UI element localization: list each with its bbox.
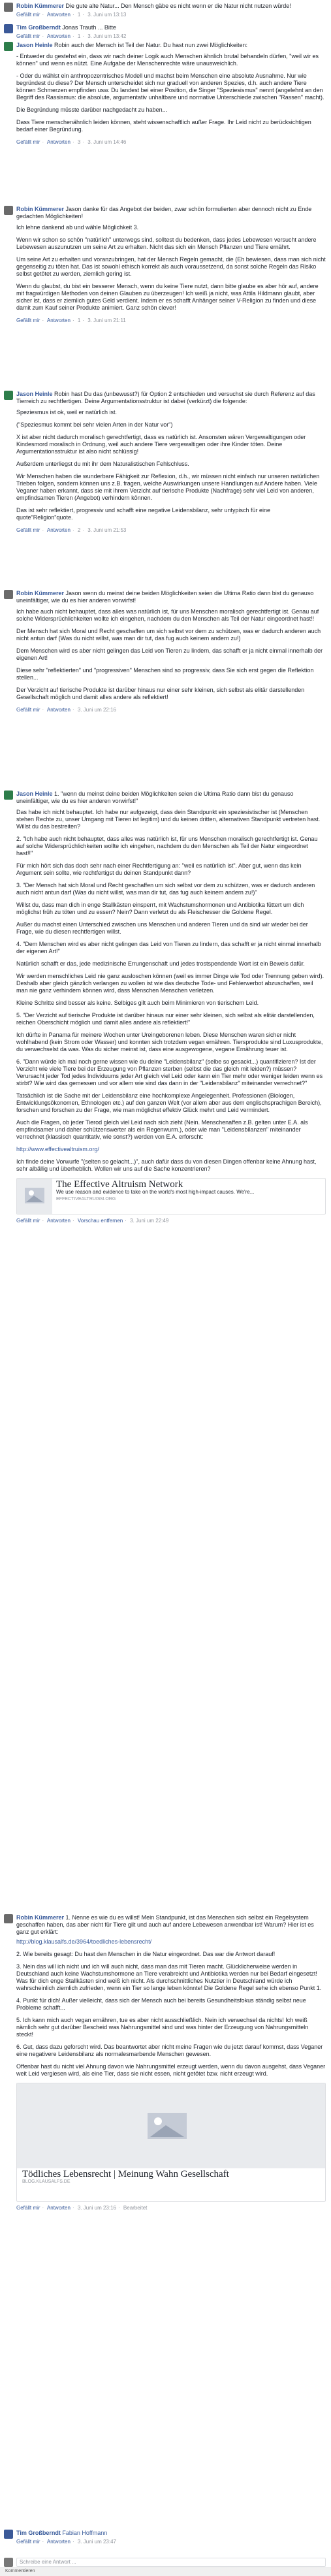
avatar[interactable]: [4, 206, 13, 215]
comment-text: Jonas Trauth ... Bitte: [62, 24, 116, 31]
preview-title: Tödliches Lebensrecht | Meinung Wahn Gesellschaft: [22, 2169, 229, 2179]
avatar[interactable]: [4, 391, 13, 400]
comment-paragraph: Außer du machst einen Unterschied zwischen uns Menschen und anderen Tieren und da sind wir wieder bei der Frage, wie du diesen rechtfertigen willst.: [16, 921, 308, 935]
like-count[interactable]: 1: [77, 33, 81, 39]
comment-paragraph: 6. "Dann würde ich mal noch gerne wissen wie du deine "Leidensbilanz" (selbe so gesackt...) quantifizieren? Ist der Verzicht wie viele Tiere bei der Erzeugung von Pflanzen sterben (selbst die das gleich mit leiden?) müssen? Verursacht jeder Tod jedes Individuums jeder Art gleich viel Leid oder kann ein Tier mehr oder weniger leiden wenn es stirbt? Wie wird das gemessen und vor allem wie sind das dann in der "Leidensbilanz" miteinander verrechnet?": [16, 1058, 323, 1086]
image-icon: [17, 2083, 325, 2168]
comment-paragraph: Der Mensch hat sich Moral und Recht geschaffen um sich selbst vor dem zu schützen, was er dadurch anderen auch nicht antun darf (Was du nicht willst, was man dir tut, das fug auch keinem andern zu!): [16, 628, 321, 642]
like-link[interactable]: Gefällt mir: [16, 1218, 40, 1224]
avatar[interactable]: [4, 590, 13, 599]
link-preview-card[interactable]: [16, 2083, 326, 2202]
comment-text: 1. Nenne es wie du es willst! Mein Standpunkt, ist das Menschen sich selbst ein Regelsystem geschaffen haben, das aber nicht für Tiere gilt und auch auf andere Lebewesen anwendbar ist! Warum? Hier ist es ganz gut erklärt:: [16, 1914, 314, 1935]
reply-link[interactable]: Antworten: [46, 139, 71, 145]
comment-author[interactable]: Tim Großberndt: [16, 2530, 61, 2536]
comment-paragraph: Offenbar hast du nicht viel Ahnung davon wie Nahrungsmittel erzeugt werden, wenn du davon ausgehst, dass Veganer weit Leid vergiesen wird, als eine Tier, dass sie nicht essen, nicht getötet bzw. nicht erzeugt wird.: [16, 2063, 326, 2077]
comment-paragraph: 2. "Ich habe auch nicht behauptet, dass alles was natürlich ist, für uns Menschen moralisch gerechtfertigt ist. Genau auf solche Widersprüchlichkeiten wollte ich eingehen, nachdem du den Menschen als Teil der Natur eingeordnet hast!!": [16, 836, 318, 856]
like-link[interactable]: Gefällt mir: [16, 33, 40, 39]
comment-paragraph: Wir werden menschliches Leid nie ganz ausloschen können (weil es immer Dinge wie Tod oder Trennung geben wird). Deshalb aber gleich gänzlich verlangen zu wollen ist wie das deutsche Tode- und Fehlerwerbot abzuschaffen, weil man nie ganz verhindern können wird, dass Menschen Menschen verletzen.: [16, 973, 324, 994]
comment-paragraph: 6. Gut, dass dazu geforscht wird. Das beantwortet aber nicht meine Fragen wie du jetzt darauf kommst, dass Veganer eine negativere Leidensbilanz als normalesmarbende Menschen gewesen.: [16, 2044, 323, 2057]
reply-link[interactable]: Antworten: [46, 2205, 71, 2211]
comment-paragraph: 5. Ich kann mich auch vegan ernähren, tue es aber nicht ausschließlich. Nein ich verwechsel da nichts! Ich weiß nämlich sehr gut darüber Bescheid was Nahrungsmittel sind und was hinter der Erzeugung von Nahrungsmitteln steckt!: [16, 2017, 309, 2038]
preview-domain: EFFECTIVEALTRUISM.ORG: [56, 1197, 116, 1201]
comment-paragraph: 5. "Der Verzicht auf tierische Produkte ist darüber hinaus nur einer sehr kleinen, sich selbst als elitär darstellenden, reichen Oberschicht möglich und damit alles andere als reflektiert!": [16, 1012, 315, 1026]
comment-paragraph: Ich lehne dankend ab und wähle Möglichkeit 3.: [16, 224, 139, 231]
comment-paragraph: X ist aber nicht dadurch moralisch gerechtfertigt, dass es natürlich ist. Ansonsten wären Vergewaltigungen oder Kindesmord moralisch in Ordnung, weil auch andere Tiere vergewaltigen oder ihre Kinder töten. Deine Argumentationsstruktur ist also nicht schlüssig!: [16, 434, 306, 455]
like-link[interactable]: Gefällt mir: [16, 707, 40, 713]
comment-text: 1. "wenn du meinst deine beiden Möglichkeiten seien die Ultima Ratio dann bist du genauso uneinfältiger, wie du es hier anderen vorwirfst!": [16, 791, 294, 804]
comment-paragraph: Willst du, dass man dich in enge Stallkästen einsperrt, mit Wachstumshormonen und Antibiotika füttert um dich möglichst früh zu töten und zu essen? Nein? Dann verletzt du als Fleischesser die Goldene Regel.: [16, 902, 304, 915]
reply-link[interactable]: Antworten: [46, 318, 71, 323]
comment-paragraph: Der Verzicht auf tierische Produkte ist darüber hinaus nur einer sehr kleinen, sich selbst als elitär darstellenden Gesellschaft möglich und damit alles andere als reflektiert!: [16, 687, 305, 700]
preview-image: [17, 2083, 325, 2168]
comment-paragraph: Ich dürfte in Panama für meinere Wochen unter Ureingeborenen leben. Diese Menschen waren sicher nicht wohlhabend (kein Strom oder Wasser) und konnten sich trotzdem vegan ernähren. Tiersprodukte sind Luxusprodukte, du verwechselst da was. Was du sicher meinst ist, dass eine ausgewogene, vegane Ernährung teuer ist.: [16, 1032, 323, 1052]
comment-author[interactable]: Tim Großberndt: [16, 24, 61, 31]
comment-paragraph: Auch die Fragen, ob jeder Tierod gleich viel Leid nach sich zieht (Nein. Menschenaffen z.B. gelten unter E.A. als empfindsamer und daher schützenswerter als ein Regenwurm.), oder wie man "Leidensbilanzen" miteinander verrechnet (klassisch quantitativ, wie sonst?) werden von E.A. erforscht:: [16, 1119, 308, 1140]
like-count[interactable]: 3: [77, 139, 81, 145]
comment-paragraph: Außerdem unterliegst du mit ihr dem Naturalistischen Fehlschluss.: [16, 461, 189, 467]
comment-paragraph: Das ist sehr reflektiert, progressiv und schafft eine negative Leidensbilanz, sehr untypisch für eine quote"Religion"quote.: [16, 507, 271, 521]
comment-paragraph: Wir Menschen haben die wunderbare Fähigkeit zur Reflexion, d.h., wir müssen nicht einfach nur unseren natürlichen Trieben folgen, sondern können uns z.B. fragen, welche Auswirkungen unsere Handlungen auf Andere haben. Viele Veganer haben erkannt, dass sie mit ihrem Verzicht auf tierische Produkte (Nachfrage) sehr viel Leid von anderen, empfindsamen Tieren (Angebot) verhindern können.: [16, 473, 320, 501]
avatar[interactable]: [4, 42, 13, 51]
comment-author[interactable]: Jason Heinle: [16, 791, 53, 797]
comment-paragraph: 2. Wie bereits gesagt: Du hast den Menschen in die Natur eingeordnet. Das war die Antwort darauf!: [16, 1951, 276, 1957]
like-link[interactable]: Gefällt mir: [16, 139, 40, 145]
comment-paragraph: Speziesmus ist ok, weil er natürlich ist.: [16, 409, 118, 416]
comment-paragraph: Ich habe auch nicht behauptet, dass alles was natürlich ist, für uns Menschen moralisch gerechtfertigt ist. Genau auf solche Widersprüchlichkeiten wollte ich eingehen, nachdem du den Menschen als Teil der Natur eingeordnet hast!!: [16, 608, 319, 622]
reply-link[interactable]: Antworten: [46, 12, 71, 18]
comment-time[interactable]: 3. Juni um 22:49: [130, 1218, 169, 1224]
comment-paragraph: Die Begründung müsste darüber nachgedacht zu haben...: [16, 106, 168, 113]
avatar[interactable]: [4, 791, 13, 800]
comment-paragraph: Um seine Art zu erhalten und voranzubringen, hat der Mensch Regeln gemacht, die (Eh bewiesen, dass man sich nicht gegenseitig zu töten hat. Das ist sowohl ethisch korrekt als auch voraussetzend, da sonst solche Regeln das Risiko selbst getötet zu werden, ziemlich gering ist.: [16, 256, 326, 277]
comment-paragraph: ("Speziesmus kommt bei sehr vielen Arten in der Natur vor"): [16, 421, 173, 428]
like-link[interactable]: Gefällt mir: [16, 318, 40, 323]
comment-paragraph: Ich finde deine Vorwurfe "(selten so gelacht...)", auch dafür dass du von diesen Dingen offenbar keine Ahnung hast, sehr albällig und überheblich. Wollen wir uns auf die Sache konzentrieren?: [16, 1158, 317, 1172]
comment-paragraph: Dem Menschen wird es aber nicht gelingen das Leid von Tieren zu lindern, das schafft er ja nicht einmal innerhalb der eigenen Art!: [16, 647, 323, 661]
like-link[interactable]: Gefällt mir: [16, 12, 40, 18]
external-link[interactable]: http://blog.klausalfs.de/3964/toedliches-lebensrecht/: [16, 1938, 152, 1945]
like-link[interactable]: Gefällt mir: [16, 2539, 40, 2545]
comment-time[interactable]: 3. Juni um 21:11: [87, 318, 126, 323]
reply-link[interactable]: Antworten: [46, 33, 71, 39]
comment-text: Jason wenn du meinst deine beiden Möglichkeiten seien die Ultima Ratio dann bist du genauso uneinfältiger, wie du es hier anderen vorwirfst!: [16, 590, 314, 604]
reply-link[interactable]: Antworten: [46, 2539, 71, 2545]
avatar[interactable]: [4, 3, 13, 12]
remove-preview-link[interactable]: Vorschau entfernen: [77, 1218, 123, 1224]
comment-time[interactable]: 3. Juni um 14:46: [87, 139, 127, 145]
comment-paragraph: Wenn wir schon so schön "natürlich" unterwegs sind, solltest du bedenken, dass jedes Lebewesen versucht andere Lebewesen auszunutzen um seine Art zu erhalten. Nicht das sich ein Mensch Pflanzen und Tiere ernährt.: [16, 236, 317, 250]
link-preview-card[interactable]: [16, 1178, 326, 1215]
comment-time[interactable]: 3. Juni um 21:53: [87, 527, 127, 533]
comment-author[interactable]: Jason Heinle: [16, 391, 53, 397]
status-text: Kommentieren: [5, 2569, 35, 2573]
comment-text: Robin auch der Mensch ist Teil der Natur. Du hast nun zwei Möglichkeiten:: [54, 42, 248, 48]
preview-title: The Effective Altruism Network: [56, 1179, 183, 1190]
like-count[interactable]: 2: [77, 527, 81, 533]
comment-paragraph: Dass Tiere menschenähnlich leiden können, steht wissenschaftlich außer Frage. Ihr Leid nicht zu berücksichtigen bedarf einer Begründung.: [16, 119, 311, 133]
preview-thumbnail: [17, 1179, 52, 1214]
comment-author[interactable]: Robin Kümmerer: [16, 206, 65, 212]
reply-link[interactable]: Antworten: [46, 707, 71, 713]
avatar[interactable]: [4, 24, 13, 33]
comment-time[interactable]: 3. Juni um 23:47: [77, 2539, 116, 2545]
avatar[interactable]: [4, 1914, 13, 1923]
status-bar: [0, 2568, 331, 2576]
comment-author[interactable]: Robin Kümmerer: [16, 3, 65, 9]
comment-paragraph: Das habe ich nicht behauptet. Ich habe nur aufgezeigt, dass dein Standpunkt ein speziesistischer ist (Menschen stehen Rechte zu, unser Umgang mit Tieren ist legitim) und du keinen dritten, alternativen Standpunkt vertreten hast. Willst du das bestreiten?: [16, 809, 321, 830]
comment-time[interactable]: 3. Juni um 13:13: [87, 12, 127, 18]
preview-description: We use reason and evidence to take on the world's most high-impact causes. We're...: [56, 1189, 255, 1195]
reply-input[interactable]: Schreibe eine Antwort ...: [16, 2558, 326, 2567]
like-count[interactable]: 1: [77, 318, 81, 323]
comment-paragraph: Natürlich schafft er das, jede medizinische Errungenschaft und jedes trostspendende Wort ist ein Beweis dafür.: [16, 960, 305, 967]
comment-thread: Robin Kümmerer Die gute alte Natur... Den Mensch gäbe es nicht wenn er die Natur nicht nutzen würde! Gefällt mir · Antworten · 1 · 3. Juni um 13:13 Tim Großberndt Jonas Trauth ... Bitte Gefällt mir · Antworten · 1 · 3. Juni um 13:42 Jason Heinle Robin auch der Mensch ist Teil der Natur. Du hast nun zwei Möglichkeiten: - Entweder du gestehst ein, dass wir nach deiner Logik auch Menschen ähnlich brutal behandeln dürfen, "weil wir es können" und wenn es nützt. Eine Aufgabe der Menschenrechte wäre unausweichlich. - Oder du wählst ein anthropozentrisches Modell und machst beim Menschen eine absolute Ausnahme. Nur wie begründest du diese? Der Mensch unterscheidet sich nur graduell von anderen Spezies, d.h. auch andere Tiere können Schmerzen empfinden usw. Du landest bei einer Position, die Singer "Speziesismus" nennt (angelehnt an den Begriff des Rassismus: die absolute, argumentativ unhaltbare und normative Unterschiede zwischen "Rassen" macht). Die Begründung müsste darüber nachgedacht zu haben... Dass Tiere menschenähnlich leiden können, steht wissenschaftlich außer Frage. Ihr Leid nicht zu berücksichtigen bedarf einer Begründung. Gefällt mir · Antworten · 3 · 3. Juni um 14:46 Robin Kümmerer Jason danke für das Angebot der beiden, zwar schön formulierten aber dennoch nicht zu Ende gedachten Möglichkeiten! Ich lehne dankend ab und wähle Möglichkeit 3. Wenn wir schon so schön "natürlich" unterwegs sind, solltest du bedenken, dass jedes Lebewesen versucht andere Lebewesen auszunutzen um seine Art zu erhalten. Nicht das sich ein Mensch Pflanzen und Tiere ernährt. Um seine Art zu erhalten und voranzubringen, hat der Mensch Regeln gemacht, die (Eh bewiesen, dass man sich nicht gegenseitig zu töten hat. Das ist sowohl ethisch korrekt als auch voraussetzend, da sonst solche Regeln das Risiko selbst getötet zu werden, ziemlich gering ist. Wenn du glaubst, du bist ein besserer Mensch, wenn du keine Tiere nutzt, dann bitte glaube es aber hör auf, andere mit fragwürdigen Methoden von deinen Glauben zu überzeugen! Ich weiß ja nicht, was Attila Hildmann glaubt, aber sicher ist, dass er ziemlich gutes Geld verdient. Indem er es schafft Anhänger seiner V-Religion zu finden und diese damit zum Kauf seiner Produkte animiert. Ganz schön clever! Gefällt mir · Antworten · 1 · 3. Juni um 21:11 Jason Heinle Robin hast Du das (unbewusst?) für Option 2 entschieden und versuchst sie durch Referenz auf das Tierreich zu rechtfertigen. Deine Argumentationsstruktur ist dabei (verkürzt) die folgende: Speziesmus ist ok, weil er natürlich ist. ("Speziesmus kommt bei sehr vielen Arten in der Natur vor") X ist aber nicht dadurch moralisch gerechtfertigt, dass es natürlich ist. Ansonsten wären Vergewaltigungen oder Kindesmord moralisch in Ordnung, weil auch andere Tiere vergewaltigen oder ihre Kinder töten. Deine Argumentationsstruktur ist also nicht schlüssig! Außerdem unterliegst du mit ihr dem Naturalistischen Fehlschluss. Wir Menschen haben die wunderbare Fähigkeit zur Reflexion, d.h., wir müssen nicht einfach nur unseren natürlichen Trieben folgen, sondern können uns z.B. fragen, welche Auswirkungen unsere Handlungen auf Andere haben. Viele Veganer haben erkannt, dass sie mit ihrem Verzicht auf tierische Produkte (Nachfrage) sehr viel Leid von anderen, empfindsamen Tieren (Angebot) verhindern können. Das ist sehr reflektiert, progressiv und schafft eine negative Leidensbilanz, sehr untypisch für eine quote"Religion"quote. Gefällt mir · Antworten · 2 · 3. Juni um 21:53 Robin Kümmerer Jason wenn du meinst deine beiden Möglichkeiten seien die Ultima Ratio dann bist du genauso uneinfältiger, wie du es hier anderen vorwirfst! Ich habe auch nicht behauptet, dass alles was natürlich ist, für uns Menschen moralisch gerechtfertigt ist. Genau auf solche Widersprüchlichkeiten wollte ich eingehen, nachdem du den Menschen als Teil der Natur eingeordnet hast!! Der Mensch hat sich Moral und Recht geschaffen um sich selbst vor dem zu schützen, was er dadurch anderen auch nicht antun darf (Was du nicht willst, was man dir tut, das fug auch keinem andern zu!) Dem Menschen wird es aber nicht gelingen das Leid von Tieren zu lindern, das schafft er ja nicht einmal innerhalb der eigenen Art! Diese sehr "reflektierten" und "progressiven" Menschen sind so progressiv, dass Sie sich erst gegen die Reflektion stellen... Der Verzicht auf tierische Produkte ist darüber hinaus nur einer sehr kleinen, sich selbst als elitär darstellenden Gesellschaft möglich und damit alles andere als reflektiert! Gefällt mir · Antworten · 3. Juni um 22:16 Jason Heinle 1. "wenn du meinst deine beiden Möglichkeiten seien die Ultima Ratio dann bist du genauso uneinfältiger, wie du es hier anderen vorwirfst!" Das habe ich nicht behauptet. Ich habe nur aufgezeigt, dass dein Standpunkt ein speziesistischer ist (Menschen stehen Rechte zu, unser Umgang mit Tieren ist legitim) und du keinen dritten, alternativen Standpunkt vertreten hast. Willst du das bestreiten? 2. "Ich habe auch nicht behauptet, dass alles was natürlich ist, für uns Menschen moralisch gerechtfertigt ist. Genau auf solche Widersprüchlichkeiten wollte ich eingehen, nachdem du den Menschen als Teil der Natur eingeordnet hast!!" Für mich hört sich das doch sehr nach einer Rechtfertigung an: "weil es natürlich ist". Aber gut, wenn das kein Argument sein sollte, wie rechtfertigst du deinen Standpunkt dann? 3. "Der Mensch hat sich Moral und Recht geschaffen um sich selbst vor dem zu schützen, was er dadurch anderen auch nicht antun darf (Was du nicht willst, was man dir tut, das fug auch keinem andern zu!)" Willst du, dass man dich in enge Stallkästen einsperrt, mit Wachstumshormonen und Antibiotika füttert um dich möglichst früh zu töten und zu essen? Nein? Dann verletzt du als Fleischesser die Goldene Regel. Außer du machst einen Unterschied zwischen uns Menschen und anderen Tieren und da sind wir wieder bei der Frage, wie du diesen rechtfertigen willst. 4. "Dem Menschen wird es aber nicht gelingen das Leid von Tieren zu lindern, das schafft er ja nicht einmal innerhalb der eigenen Art!" Natürlich schafft er das, jede medizinische Errungenschaft und jedes trostspendende Wort ist ein Beweis dafür. Wir werden menschliches Leid nie ganz ausloschen können (weil es immer Dinge wie Tod oder Trennung geben wird). Deshalb aber gleich gänzlich verlangen zu wollen ist wie das deutsche Tode- und Fehlerwerbot abzuschaffen, weil man nie ganz verhindern können wird, dass Menschen Menschen verletzen. Kleine Schritte sind besser als keine. Selbiges gilt auch beim Minimieren von tierischem Leid. 5. "Der Verzicht auf tierische Produkte ist darüber hinaus nur einer sehr kleinen, sich selbst als elitär darstellenden, reichen Oberschicht möglich und damit alles andere als reflektiert!" Ich dürfte in Panama für meinere Wochen unter Ureingeborenen leben. Diese Menschen waren sicher nicht wohlhabend (kein Strom oder Wasser) und konnten sich trotzdem vegan ernähren. Tiersprodukte sind Luxusprodukte, du verwechselst da was. Was du sicher meinst ist, dass eine ausgewogene, vegane Ernährung teuer ist. 6. "Dann würde ich mal noch gerne wissen wie du deine "Leidensbilanz" (selbe so gesackt...) quantifizieren? Ist der Verzicht wie viele Tiere bei der Erzeugung von Pflanzen sterben (selbst die das gleich mit leiden?) müssen? Verursacht jeder Tod jedes Individuums jeder Art gleich viel Leid oder kann ein Tier mehr oder weniger leiden wenn es stirbt? Wie wird das gemessen und vor allem wie sind das dann in der "Leidensbilanz" miteinander verrechnet?" Tatsächlich ist die Sache mit der Leidensbilanz eine hochkomplexe Angelegenheit. Professionen (Biologen, Entwicklungsökonomen, Ethnologen etc.) auf den ganzen Welt (vor allem aber aus dem englischsprachigen Bereich), forschen und forschen zu der Frage, wie man möglichst effektiv Glück mehrt und Leid vermindert. Auch die Fragen, ob jeder Tierod gleich viel Leid nach sich zieht (Nein. Menschenaffen z.B. gelten unter E.A. als empfindsamer und daher schützenswerter als ein Regenwurm.), oder wie man "Leidensbilanzen" miteinander verrechnet (klassisch quantitativ, wie sonst?) werden von E.A. erforscht: http://www.effectivealtruism.org/ Ich finde deine Vorwurfe "(selten so gelacht...)", auch dafür dass du von diesen Dingen offenbar keine Ahnung hast, sehr albällig und überheblich. Wollen wir uns auf die Sache konzentrieren? The Effective Altruism Network We use reason and evidence to take on the world's most high-impact causes. We're... EFFECTIVEALTRUISM.ORG Gefällt mir · Antworten · Vorschau entfernen · 3. Juni um 22:49 Robin Kümmerer 1. Nenne es wie du es willst! Mein Standpunkt, ist das Menschen sich selbst ein Regelsystem geschaffen haben, das aber nicht für Tiere gilt und auch auf andere Lebewesen anwendbar ist! Warum? Hier ist es ganz gut erklärt: http://blog.klausalfs.de/3964/toedliches-lebensrecht/ 2. Wie bereits gesagt: Du hast den Menschen in die Natur eingeordnet. Das war die Antwort darauf! 3. Nein das will ich nicht und ich will auch nicht, dass man das mit Tieren macht. Glücklicherweise werden in Deutschland auch keine Wachstumshormone an Tiere verabreicht und Antibiotika werden nur bei Bedarf eingesetzt! Was für dich enge Stallkästen sind weiß ich nicht. Als durchschnittliches Nutztier in Deutschland würde ich wahrscheinlich ziemlich zufrieden, wenn ein Tier so lange leben könnte! Die Goldene Regel sehe ich ebenso Punkt 1. 4. Punkt für dich! Außer vielleicht, dass sich der Mensch auch bei bereits Gesundheitsfokus ständig selbst neue Probleme schafft... 5. Ich kann mich auch vegan ernähren, tue es aber nicht ausschließlich. Nein ich verwechsel da nichts! Ich weiß nämlich sehr gut darüber Bescheid was Nahrungsmittel sind und was hinter der Erzeugung von Nahrungsmitteln steckt! 6. Gut, dass dazu geforscht wird. Das beantwortet aber nicht meine Fragen wie du jetzt darauf kommst, dass Veganer eine negativere Leidensbilanz als normalesmarbende Menschen gewesen. Offenbar hast du nicht viel Ahnung davon wie Nahrungsmittel erzeugt werden, wenn du davon ausgehst, dass Veganer weit Leid vergiesen wird, als eine Tier, dass sie nicht essen, nicht getötet bzw. nicht erzeugt wird. Tödliches Lebensrecht | Meinung Wahn Gesellschaft BLOG.KLAUSALFS.DE Gefällt mir · Antworten · 3. Juni um 23:16 · Bearbeitet Tim Großberndt Fabian Hoffmann Gefällt mir · Antworten · 3. Juni um 23:47 Schreibe eine Antwort ... Kommentieren: [0, 0, 331, 2575]
comment-paragraph: Für mich hört sich das doch sehr nach einer Rechtfertigung an: "weil es natürlich ist". Aber gut, wenn das kein Argument sein sollte, wie rechtfertigst du deinen Standpunkt dann?: [16, 862, 302, 876]
comment-author[interactable]: Robin Kümmerer: [16, 590, 65, 596]
comment-paragraph: 4. "Dem Menschen wird es aber nicht gelingen das Leid von Tieren zu lindern, das schafft er ja nicht einmal innerhalb der eigenen Art!": [16, 941, 321, 954]
comment-time[interactable]: 3. Juni um 23:16: [77, 2205, 116, 2211]
comment-paragraph: Wenn du glaubst, du bist ein besserer Mensch, wenn du keine Tiere nutzt, dann bitte glaube es aber hör auf, andere mit fragwürdigen Methoden von deinen Glauben zu überzeugen! Ich weiß ja nicht, was Attila Hildmann glaubt, aber sicher ist, dass er ziemlich gutes Geld verdient. Indem er es schafft Anhänger seiner V-Religion zu finden und diese damit zum Kauf seiner Produkte animiert. Ganz schön clever!: [16, 283, 319, 311]
comment-author[interactable]: Robin Kümmerer: [16, 1914, 65, 1921]
like-link[interactable]: Gefällt mir: [16, 527, 40, 533]
reply-link[interactable]: Antworten: [46, 1218, 71, 1224]
like-link[interactable]: Gefällt mir: [16, 2205, 40, 2211]
comment-text: Die gute alte Natur... Den Mensch gäbe es nicht wenn er die Natur nicht nutzen würde!: [65, 3, 291, 9]
comment-time[interactable]: 3. Juni um 13:42: [87, 33, 127, 39]
comment-text: Jason danke für das Angebot der beiden, zwar schön formulierten aber dennoch nicht zu Ende gedachten Möglichkeiten!: [16, 206, 312, 220]
mention-link[interactable]: Fabian Hoffmann: [62, 2530, 108, 2536]
reply-link[interactable]: Antworten: [46, 527, 71, 533]
comment-time[interactable]: 3. Juni um 22:16: [77, 707, 116, 713]
comment-paragraph: - Entweder du gestehst ein, dass wir nach deiner Logik auch Menschen ähnlich brutal behandeln dürfen, "weil wir es können" und wenn es nützt. Eine Aufgabe der Menschenrechte wäre unausweichlich.: [16, 53, 319, 67]
edited-label[interactable]: Bearbeitet: [123, 2205, 148, 2211]
preview-domain: BLOG.KLAUSALFS.DE: [22, 2179, 71, 2184]
comment-paragraph: 4. Punkt für dich! Außer vielleicht, dass sich der Mensch auch bei bereits Gesundheitsfokus ständig selbst neue Probleme schafft...: [16, 1997, 306, 2011]
comment-paragraph: Tatsächlich ist die Sache mit der Leidensbilanz eine hochkomplexe Angelegenheit. Professionen (Biologen, Entwicklungsökonomen, Ethnologen etc.) auf den ganzen Welt (vor allem aber aus dem englischsprachigen Bereich), forschen und forschen zu der Frage, wie man möglichst effektiv Glück mehrt und Leid vermindert.: [16, 1092, 322, 1113]
avatar[interactable]: [4, 2530, 13, 2539]
comment-author[interactable]: Jason Heinle: [16, 42, 53, 48]
like-count[interactable]: 1: [77, 12, 81, 18]
comment-paragraph: Diese sehr "reflektierten" und "progressiven" Menschen sind so progressiv, dass Sie sich erst gegen die Reflektion stellen...: [16, 667, 314, 681]
comment-paragraph: 3. Nein das will ich nicht und ich will auch nicht, dass man das mit Tieren macht. Glücklicherweise werden in Deutschland auch keine Wachstumshormone an Tiere verabreicht und Antibiotika werden nur bei Bedarf eingesetzt! Was für dich enge Stallkästen sind weiß ich nicht. Als durchschnittliches Nutztier in Deutschland würde ich wahrscheinlich ziemlich zufrieden, wenn ein Tier so lange leben könnte! Die Goldene Regel sehe ich ebenso Punkt 1.: [16, 1963, 322, 1991]
comment-paragraph: 3. "Der Mensch hat sich Moral und Recht geschaffen um sich selbst vor dem zu schützen, was er dadurch anderen auch nicht antun darf (Was du nicht willst, was man dir tut, das fug auch keinem andern zu!)": [16, 882, 315, 896]
comment-paragraph: - Oder du wählst ein anthropozentrisches Modell und machst beim Menschen eine absolute Ausnahme. Nur wie begründest du diese? Der Mensch unterscheidet sich nur graduell von anderen Spezies, d.h. auch andere Tiere können Schmerzen empfinden usw. Du landest bei einer Position, die Singer "Speziesismus" nennt (angelehnt an den Begriff des Rassismus: die absolute, argumentativ unhaltbare und normative Unterschiede zwischen "Rassen" macht).: [16, 73, 324, 101]
comment-text: Robin hast Du das (unbewusst?) für Option 2 entschieden und versuchst sie durch Referenz auf das Tierreich zu rechtfertigen. Deine Argumentationsstruktur ist dabei (verkürzt) die folgende:: [16, 391, 315, 404]
comment-paragraph: Kleine Schritte sind besser als keine. Selbiges gilt auch beim Minimieren von tierischem Leid.: [16, 1000, 259, 1006]
image-icon: [17, 1179, 52, 1214]
avatar: [4, 2558, 13, 2567]
reply-composer: [0, 2558, 331, 2567]
external-link[interactable]: http://www.effectivealtruism.org/: [16, 1146, 99, 1152]
